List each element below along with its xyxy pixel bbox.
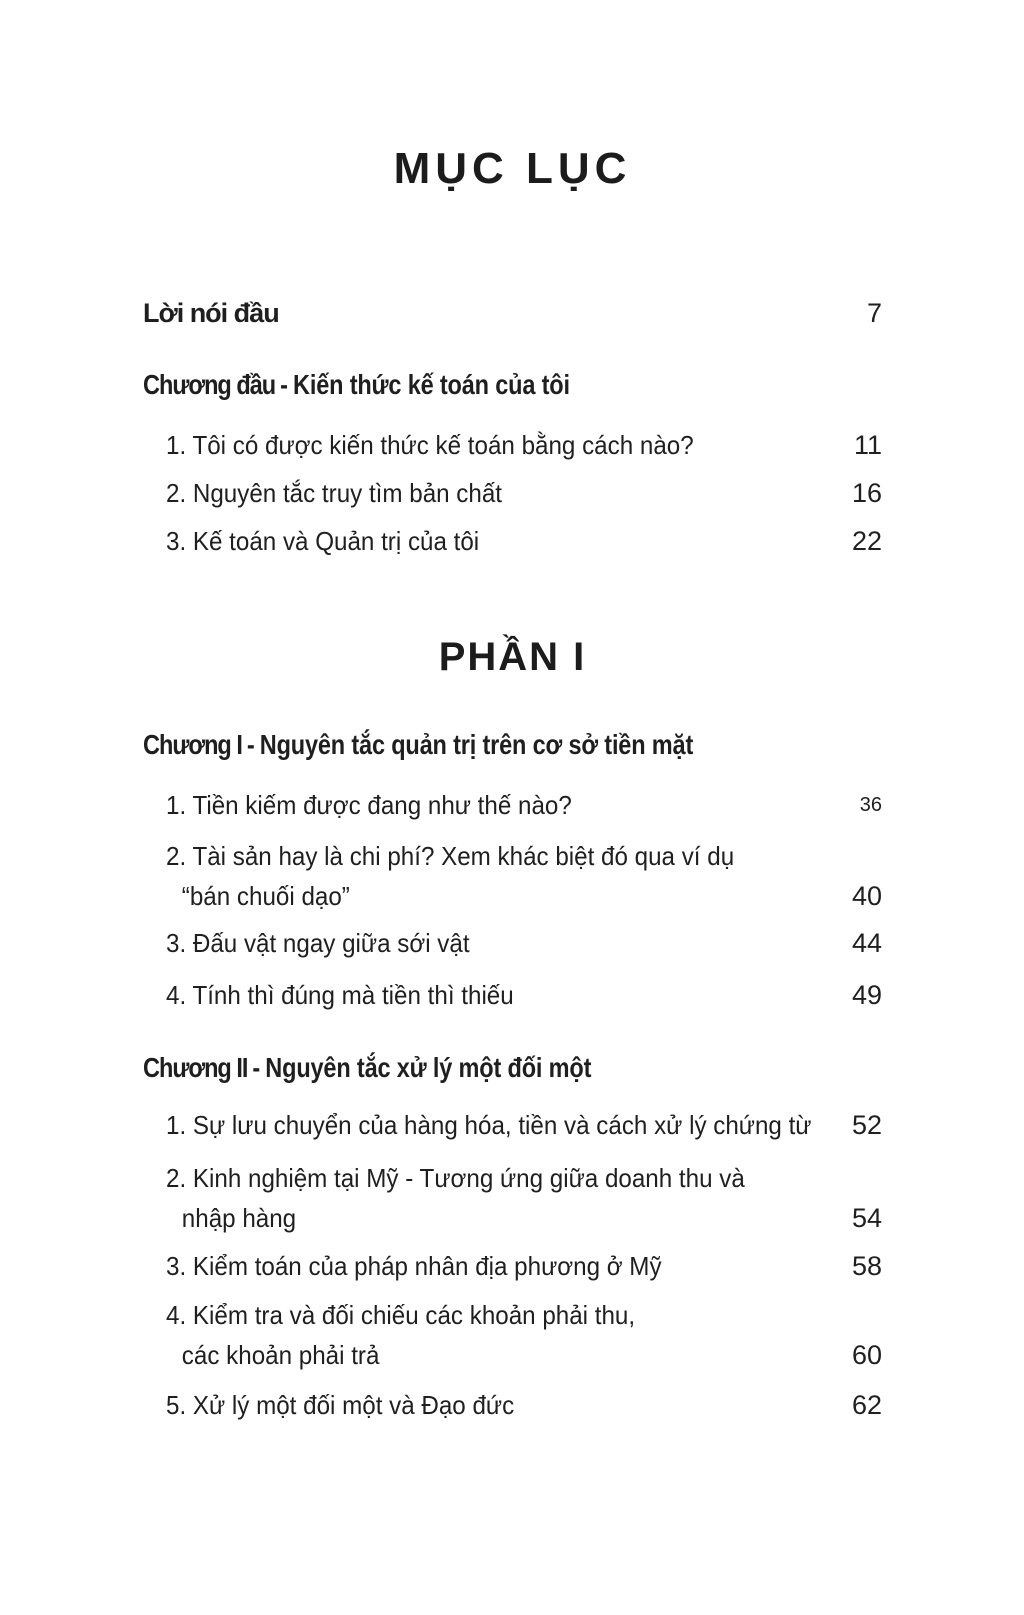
item-line: 1. Sự lưu chuyển của hàng hóa, tiền và cách xử lý chứng từ — [166, 1110, 812, 1140]
toc-entry-preface — [143, 296, 882, 330]
item-line: 4. Tính thì đúng mà tiền thì thiếu — [166, 980, 514, 1010]
item-line: 2. Nguyên tắc truy tìm bản chất — [166, 478, 503, 508]
item-line: 1. Tiền kiếm được đang như thế nào? — [166, 790, 572, 820]
item-line: 2. Tài sản hay là chi phí? Xem khác biệt đó qua ví dụ — [166, 841, 735, 871]
page-number: 62 — [851, 1390, 882, 1420]
item-text — [166, 788, 848, 822]
page-number: 7 — [866, 298, 882, 328]
toc-item — [166, 788, 882, 822]
item-text — [166, 1158, 840, 1238]
item-line: nhập hàng — [181, 1203, 297, 1233]
chapter-separator: - — [246, 729, 255, 760]
toc-item — [166, 428, 882, 462]
item-line: 2. Kinh nghiệm tại Mỹ - Tương ứng giữa doanh thu và — [166, 1163, 745, 1193]
item-line: 1. Tôi có được kiến thức kế toán bằng cách nào? — [166, 430, 694, 460]
item-text — [166, 926, 840, 960]
item-line: 3. Kế toán và Quản trị của tôi — [166, 526, 480, 556]
toc-item — [166, 1249, 882, 1283]
item-line: 3. Kiểm toán của pháp nhân địa phương ở Mỹ — [166, 1251, 662, 1281]
item-line: các khoản phải trả — [181, 1340, 380, 1370]
item-text — [166, 978, 840, 1012]
toc-item — [166, 926, 882, 960]
item-line: 5. Xử lý một đối một và Đạo đức — [166, 1390, 515, 1420]
item-line: “bán chuối dạo” — [181, 881, 350, 911]
toc-item — [166, 978, 882, 1012]
toc-item — [166, 476, 882, 510]
page-number: 16 — [851, 478, 882, 508]
item-text — [166, 836, 840, 916]
toc-item — [166, 1388, 882, 1422]
toc-item — [166, 836, 882, 916]
chapter-heading-intro — [143, 368, 882, 402]
item-text — [166, 524, 840, 558]
chapter-label: Chương I — [143, 729, 242, 760]
page-number: 22 — [851, 526, 882, 556]
toc-item — [166, 524, 882, 558]
item-text — [166, 476, 840, 510]
page-number: 40 — [851, 881, 882, 911]
item-text — [166, 1295, 840, 1375]
item-line: 4. Kiểm tra và đối chiếu các khoản phải thu, — [166, 1300, 636, 1330]
toc-item — [166, 1295, 882, 1375]
page-number: 54 — [851, 1203, 882, 1233]
page-number: 11 — [853, 430, 882, 460]
page-number: 52 — [851, 1110, 882, 1140]
chapter-heading-2 — [143, 1051, 882, 1085]
chapter-heading-text — [143, 728, 693, 762]
item-text — [166, 428, 842, 462]
item-text — [166, 1108, 840, 1142]
chapter-title: Nguyên tắc quản trị trên cơ sở tiền mặt — [259, 729, 694, 760]
item-text — [166, 1249, 840, 1283]
part-title: PHẦN I — [438, 635, 587, 679]
chapter-label: Chương II — [143, 1052, 248, 1083]
page-number: 36 — [859, 794, 882, 816]
chapter-separator: - — [252, 1052, 261, 1083]
page-number: 44 — [851, 928, 882, 958]
item-line: 3. Đấu vật ngay giữa sới vật — [166, 928, 470, 958]
chapter-title: Nguyên tắc xử lý một đối một — [265, 1052, 592, 1083]
chapter-label: Chương đầu — [143, 369, 276, 400]
chapter-heading-text — [143, 1051, 591, 1085]
chapter-heading-1 — [143, 728, 882, 762]
page-number: 58 — [851, 1251, 882, 1281]
preface-label: Lời nói đầu — [143, 298, 279, 328]
item-text — [166, 1388, 840, 1422]
toc-item — [166, 1108, 882, 1142]
toc-item — [166, 1158, 882, 1238]
chapter-heading-text — [143, 368, 570, 402]
chapter-separator: - — [280, 369, 288, 400]
chapter-title: Kiến thức kế toán của tôi — [293, 369, 570, 400]
page-number: 49 — [851, 980, 882, 1010]
page-number: 60 — [851, 1340, 882, 1370]
page-title: MỤC LỤC — [393, 144, 632, 193]
